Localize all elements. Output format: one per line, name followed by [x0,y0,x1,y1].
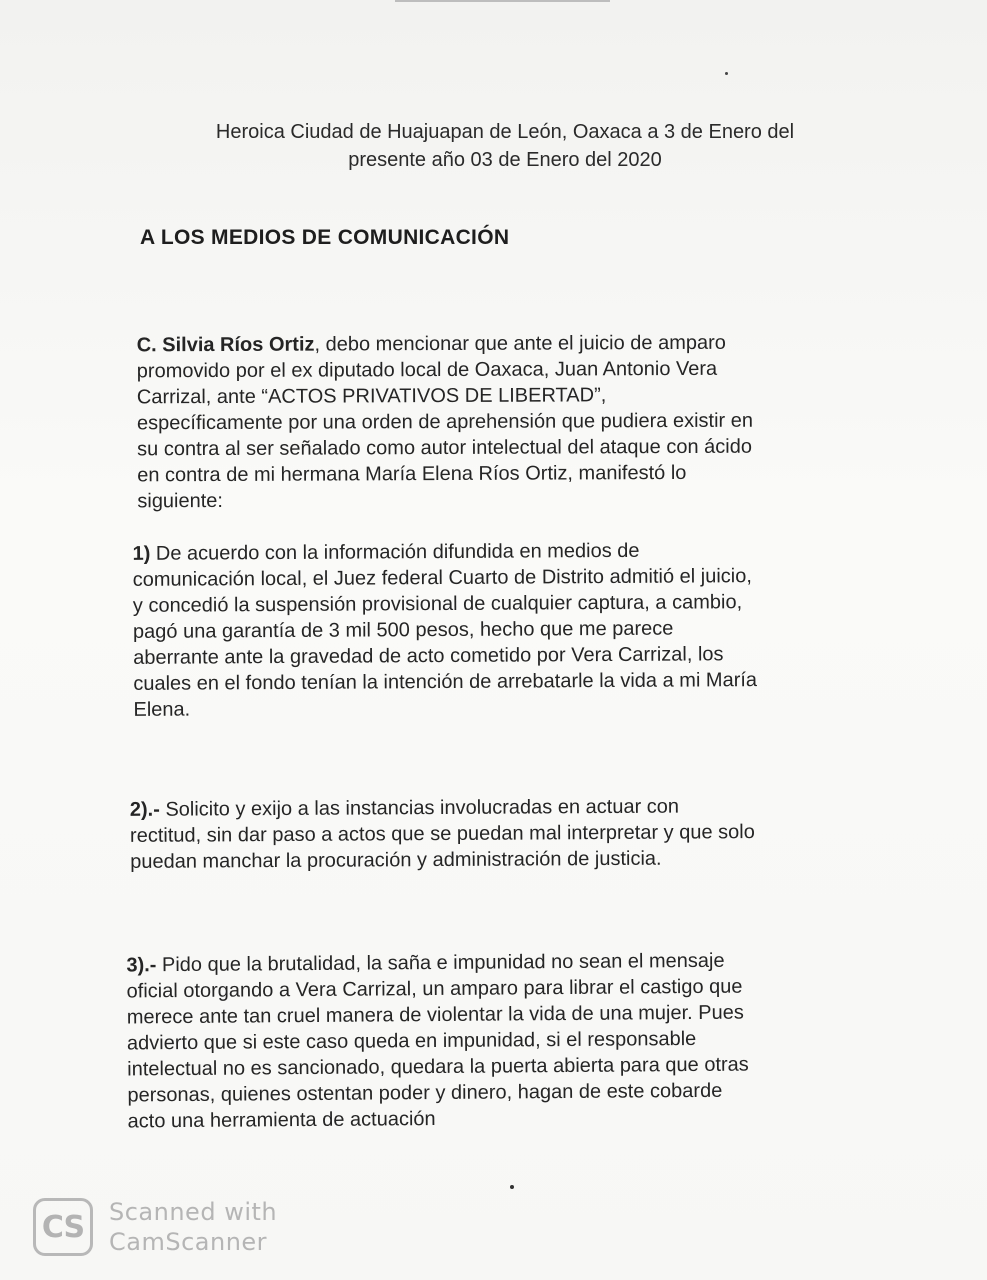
watermark-line-1: Scanned with [109,1198,278,1226]
paragraph-line: acto una herramienta de actuación [127,1108,436,1133]
paragraph-line: Elena. [133,698,191,721]
paragraph-line: 1) De acuerdo con la información difundida en medios de [132,539,640,565]
camscanner-logo-icon: CS [33,1198,93,1256]
paragraph-line: pagó una garantía de 3 mil 500 pesos, hecho que me parece [132,617,674,643]
paragraph-line: 2).- Solicito y exijo a las instancias involucradas en actuar con [129,795,680,821]
speck [725,72,728,75]
paragraph-line: cuales en el fondo tenían la intención de arrebatarle la vida a mi María [133,669,758,695]
paragraph-line: advierto que si este caso queda en impunidad, si el responsable [126,1027,697,1055]
paragraph-line: siguiente: [137,489,224,513]
point-1-paragraph [132,537,757,723]
paragraph-line: rectitud, sin dar paso a actos que se puedan mal interpretar y que solo [129,821,755,847]
watermark-text [109,1197,277,1257]
paragraph-line: específicamente por una orden de aprehensión que pudiera existir en [136,409,754,435]
paragraph-line: personas, quienes ostentan poder y dinero, hagan de este cobarde [127,1079,723,1107]
paragraph-line: promovido por el ex diputado local de Oaxaca, Juan Antonio Vera [136,357,718,383]
scan-edge-line [395,0,610,2]
point-number: 3).- [126,954,157,977]
point-number: 2).- [129,798,160,821]
point-number: 1) [132,542,151,565]
paragraph-line: oficial otorgando a Vera Carrizal, un amparo para librar el castigo que [126,975,743,1003]
dateline [150,118,860,174]
paragraph-line: 3).- Pido que la brutalidad, la saña e impunidad no sean el mensaje [126,949,725,977]
paragraph-line: puedan manchar la procuración y administración de justicia. [130,847,662,873]
signatory-name: C. Silvia Ríos Ortiz [136,333,315,357]
dateline-line-1: Heroica Ciudad de Huajuapan de León, Oaxaca a 3 de Enero del [215,121,795,143]
watermark-line-2: CamScanner [109,1228,268,1256]
dateline-line-2: presente año 03 de Enero del 2020 [348,149,662,171]
speck [510,1185,514,1189]
intro-paragraph [137,330,754,515]
paragraph-line: merece ante tan cruel manera de violentar la vida de una mujer. Pues [126,1001,744,1029]
recipient-heading: A LOS MEDIOS DE COMUNICACIÓN [140,226,510,249]
paragraph-line: C. Silvia Ríos Ortiz, debo mencionar que ante el juicio de amparo [136,331,726,357]
paragraph-line: aberrante ante la gravedad de acto cometido por Vera Carrizal, los [133,643,724,669]
paragraph-line: comunicación local, el Juez federal Cuarto de Distrito admitió el juicio, [132,565,752,591]
paragraph-line: su contra al ser señalado como autor intelectual del ataque con ácido [137,435,753,461]
paragraph-line: intelectual no es sancionado, quedara la puerta abierta para que otras [127,1053,749,1081]
camscanner-watermark [33,1195,277,1259]
paragraph-line: Carrizal, ante “ACTOS PRIVATIVOS DE LIBERTAD”, [136,384,607,409]
point-3-paragraph [126,948,749,1135]
point-2-paragraph [130,793,755,875]
paragraph-line: en contra de mi hermana María Elena Ríos Ortiz, manifestó lo [137,461,687,487]
paragraph-line: y concedió la suspensión provisional de cualquier captura, a cambio, [132,591,743,617]
